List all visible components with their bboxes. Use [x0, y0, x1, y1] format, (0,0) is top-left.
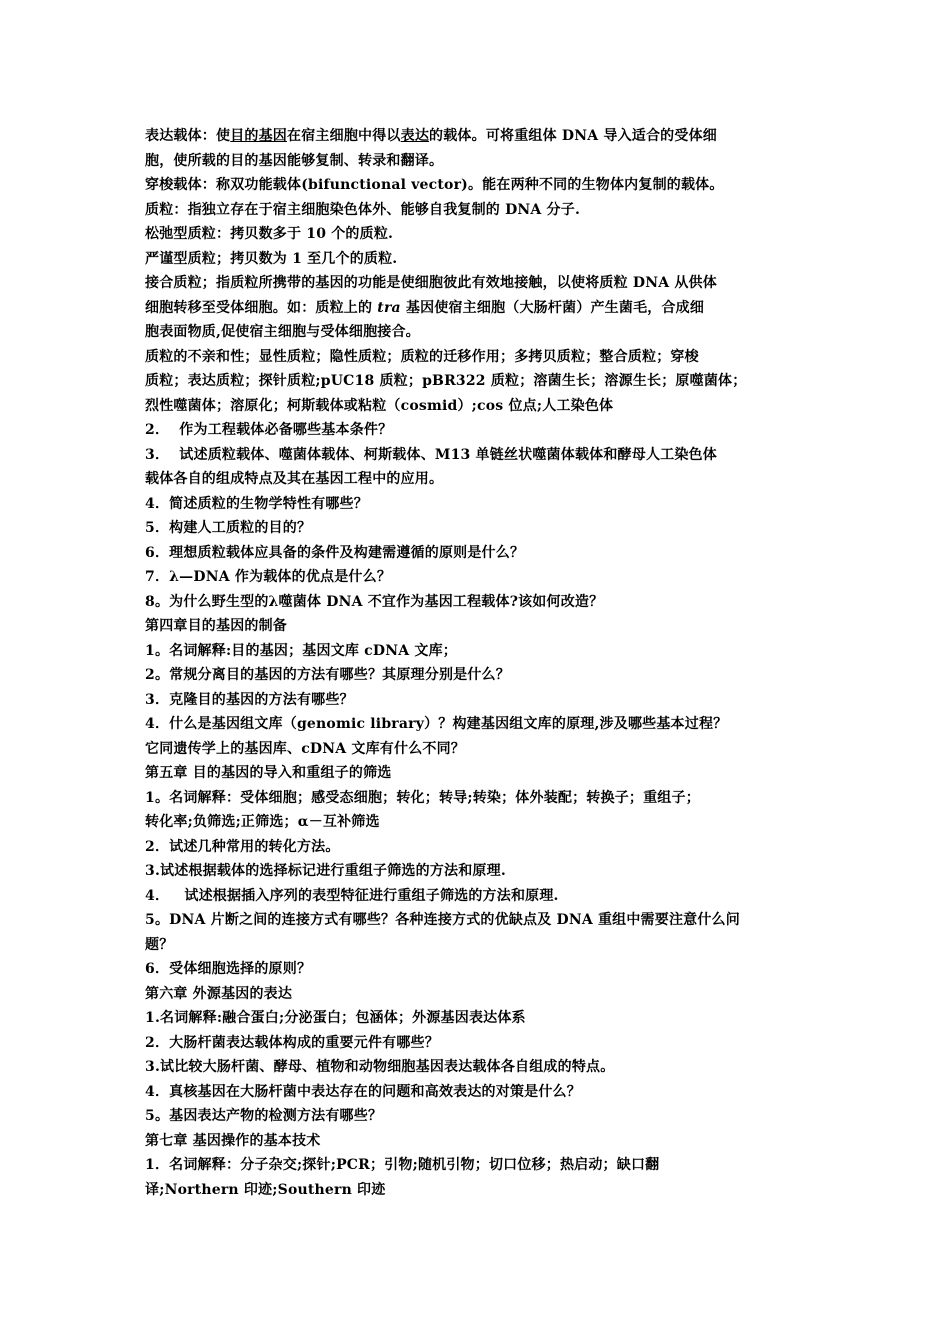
- text-line-8: [145, 296, 825, 321]
- ch6-question-3: 3.试比较大肠杆菌、酵母、植物和动物细胞基因表达载体各自组成的特点。: [145, 1059, 615, 1075]
- ch4-question-1: 1。名词解释:目的基因；基因文库 cDNA 文库；: [145, 642, 457, 659]
- text-line-7: 接合质粒；指质粒所携带的基因的功能是使细胞彼此有效地接触，以使将质粒 DNA 从供体: [145, 275, 717, 291]
- ch6-question-5: 5。基因表达产物的检测方法有哪些？: [145, 1108, 383, 1124]
- chapter-5-heading: 第五章 目的基因的导入和重组子的筛选: [145, 765, 392, 781]
- ch5-question-5-cont: 题？: [145, 936, 174, 953]
- question-8: 8。为什么野生型的λ噬菌体 DNA 不宜作为基因工程载体?该如何改造？: [145, 593, 604, 610]
- ch5-question-1: 1。名词解释：受体细胞；感受态细胞；转化；转导;转染；体外装配；转换子；重组子；: [145, 789, 700, 806]
- ch4-question-2: 2。常规分离目的基因的方法有哪些？其原理分别是什么？: [145, 667, 510, 683]
- text-line-1: [145, 124, 825, 149]
- text-line-11: 质粒；表达质粒；探针质粒;pUC18 质粒；pBR322 质粒；溶菌生长；溶源生长；原噬菌体；: [145, 373, 747, 389]
- ch7-question-1-cont: 译;Northern 印迹;Southern 印迹: [145, 1181, 386, 1198]
- ch7-question-1: 1．名词解释：分子杂交;探针;PCR；引物;随机引物；切口位移；热启动；缺口翻: [145, 1157, 660, 1173]
- text-segment: 的载体。可将重组体 DNA 导入适合的受体细: [429, 128, 717, 144]
- text-line-5: 松弛型质粒：拷贝数多于 10 个的质粒.: [145, 226, 394, 242]
- ch4-question-4: 4．什么是基因组文库（genomic library）？构建基因组文库的原理,涉及哪些基本过程？: [145, 716, 728, 732]
- question-3-cont: 载体各自的组成特点及其在基因工程中的应用。: [145, 471, 444, 487]
- ch5-question-5: 5。DNA 片断之间的连接方式有哪些？各种连接方式的优缺点及 DNA 重组中需要注意什么问: [145, 912, 740, 928]
- chapter-7-heading: 第七章 基因操作的基本技术: [145, 1132, 321, 1149]
- ch5-question-3: 3.试述根据载体的选择标记进行重组子筛选的方法和原理.: [145, 863, 506, 879]
- underlined-term: 表达: [400, 128, 430, 144]
- text-segment: 基因使宿主细胞（大肠杆菌）产生菌毛，合成细: [400, 299, 705, 316]
- text-line-6: 严谨型质粒；拷贝数为 1 至几个的质粒.: [145, 250, 398, 267]
- text-line-9: 胞表面物质,促使宿主细胞与受体细胞接合。: [145, 324, 420, 340]
- ch5-question-2: 2．试述几种常用的转化方法。: [145, 838, 340, 855]
- text-line-10: 质粒的不亲和性；显性质粒；隐性质粒；质粒的迁移作用；多拷贝质粒；整合质粒；穿梭: [145, 348, 699, 365]
- ch6-question-1: 1.名词解释:融合蛋白;分泌蛋白；包涵体；外源基因表达体系: [145, 1010, 526, 1026]
- text-segment: 表达载体：使: [145, 128, 231, 144]
- question-5: 5．构建人工质粒的目的？: [145, 520, 312, 536]
- question-6: 6．理想质粒载体应具备的条件及构建需遵循的原则是什么？: [145, 544, 525, 561]
- ch5-question-6: 6．受体细胞选择的原则？: [145, 961, 312, 977]
- ch4-question-3: 3．克隆目的基因的方法有哪些？: [145, 691, 354, 708]
- italic-gene-name: tra: [377, 299, 401, 316]
- chapter-4-heading: 第四章目的基因的制备: [145, 618, 287, 634]
- ch6-question-4: 4．真核基因在大肠杆菌中表达存在的问题和高效表达的对策是什么？: [145, 1083, 581, 1100]
- ch4-question-4-cont: 它同遗传学上的基因库、cDNA 文库有什么不同？: [145, 740, 465, 757]
- text-line-3: 穿梭载体：称双功能载体(bifunctional vector)。能在两种不同的生物体内复制的载体。: [145, 177, 724, 193]
- text-line-12: 烈性噬菌体；溶原化；柯斯载体或粘粒（cosmid）;cos 位点;人工染色体: [145, 397, 614, 414]
- ch5-question-4: 4． 试述根据插入序列的表型特征进行重组子筛选的方法和原理.: [145, 887, 559, 904]
- ch6-question-2: 2．大肠杆菌表达载体构成的重要元件有哪些？: [145, 1034, 439, 1051]
- question-7: 7．λ—DNA 作为载体的优点是什么？: [145, 569, 392, 585]
- document-body: [145, 124, 825, 1202]
- question-2: 2． 作为工程载体必备哪些基本条件？: [145, 422, 393, 438]
- ch5-question-1-cont: 转化率;负筛选;正筛选；α－互补筛选: [145, 814, 380, 830]
- text-line-2: 胞，使所载的目的基因能够复制、转录和翻译。: [145, 152, 444, 169]
- text-segment: 细胞转移至受体细胞。如：质粒上的: [145, 299, 378, 316]
- question-3: 3． 试述质粒载体、噬菌体载体、柯斯载体、M13 单链丝状噬菌体载体和酵母人工染色体: [145, 446, 717, 463]
- text-segment: 在宿主细胞中得以: [287, 128, 401, 144]
- underlined-term: 目的基因: [230, 128, 288, 144]
- question-4: 4．简述质粒的生物学特性有哪些？: [145, 495, 368, 512]
- chapter-6-heading: 第六章 外源基因的表达: [145, 985, 293, 1002]
- text-line-4: 质粒：指独立存在于宿主细胞染色体外、能够自我复制的 DNA 分子.: [145, 201, 581, 218]
